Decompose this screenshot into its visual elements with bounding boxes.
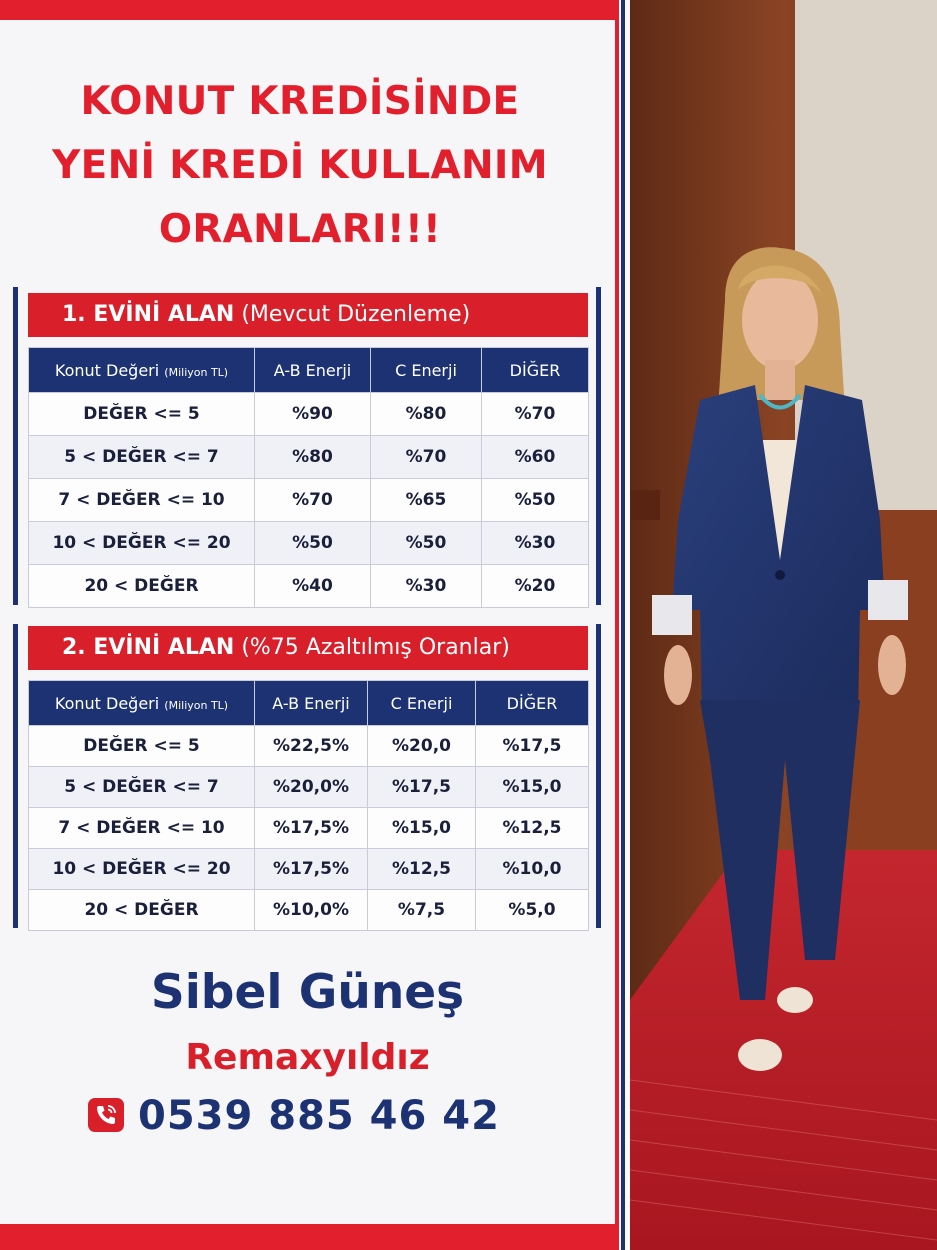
headline bbox=[0, 70, 600, 262]
agency-name: Remaxyıldız bbox=[185, 1037, 430, 1078]
header-c-enerji: C Enerji bbox=[371, 348, 482, 393]
header-diger: DİĞER bbox=[476, 681, 589, 726]
header-unit: (Miliyon TL) bbox=[164, 698, 229, 712]
cell-ab-enerji: %17,5% bbox=[255, 849, 368, 890]
left-accent-line-1 bbox=[13, 287, 18, 605]
header-konut-degeri bbox=[29, 681, 255, 726]
cell-c-enerji: %20,0 bbox=[368, 726, 476, 767]
right-accent-line-2 bbox=[596, 624, 601, 928]
cell-ab-enerji: %20,0% bbox=[255, 767, 368, 808]
header-konut-label: Konut Değeri bbox=[54, 693, 160, 713]
header-konut-degeri bbox=[29, 348, 255, 393]
section-2-title-bold: 2. EVİNİ ALAN bbox=[62, 635, 235, 660]
header-konut-label: Konut Değeri bbox=[54, 360, 160, 380]
cell-konut-degeri: DEĞER <= 5 bbox=[29, 726, 255, 767]
cell-diger: %30 bbox=[482, 522, 589, 565]
vertical-divider bbox=[615, 0, 630, 1250]
cell-ab-enerji: %10,0% bbox=[255, 890, 368, 931]
cell-ab-enerji: %80 bbox=[255, 436, 371, 479]
cell-c-enerji: %30 bbox=[371, 565, 482, 608]
header-ab-enerji: A-B Enerji bbox=[255, 681, 368, 726]
agent-photo bbox=[630, 0, 937, 1250]
table-row bbox=[29, 436, 589, 479]
cell-c-enerji: %70 bbox=[371, 436, 482, 479]
cell-konut-degeri: 7 < DEĞER <= 10 bbox=[29, 479, 255, 522]
right-accent-line-1 bbox=[596, 287, 601, 605]
table-header-row bbox=[29, 348, 589, 393]
cell-diger: %17,5 bbox=[476, 726, 589, 767]
cell-ab-enerji: %50 bbox=[255, 522, 371, 565]
rates-table-2 bbox=[28, 680, 589, 931]
cell-ab-enerji: %90 bbox=[255, 393, 371, 436]
section-1-title bbox=[28, 293, 588, 337]
header-c-enerji: C Enerji bbox=[368, 681, 476, 726]
table-row bbox=[29, 849, 589, 890]
cell-c-enerji: %7,5 bbox=[368, 890, 476, 931]
divider-red-stripe bbox=[615, 0, 619, 1250]
section-1-title-sub: (Mevcut Düzenleme) bbox=[241, 302, 471, 327]
section-2-title-sub: (%75 Azaltılmış Oranlar) bbox=[241, 635, 510, 660]
cell-c-enerji: %80 bbox=[371, 393, 482, 436]
cell-diger: %60 bbox=[482, 436, 589, 479]
cell-konut-degeri: 20 < DEĞER bbox=[29, 890, 255, 931]
table-row bbox=[29, 393, 589, 436]
cell-diger: %50 bbox=[482, 479, 589, 522]
cell-ab-enerji: %17,5% bbox=[255, 808, 368, 849]
cell-diger: %12,5 bbox=[476, 808, 589, 849]
section-2-title bbox=[28, 626, 588, 670]
cell-diger: %70 bbox=[482, 393, 589, 436]
cell-ab-enerji: %40 bbox=[255, 565, 371, 608]
table-row bbox=[29, 479, 589, 522]
divider-blue-stripe bbox=[621, 0, 625, 1250]
table-row bbox=[29, 808, 589, 849]
bottom-red-bar bbox=[0, 1224, 615, 1250]
cell-c-enerji: %15,0 bbox=[368, 808, 476, 849]
cell-c-enerji: %17,5 bbox=[368, 767, 476, 808]
table-row bbox=[29, 890, 589, 931]
cell-konut-degeri: 10 < DEĞER <= 20 bbox=[29, 522, 255, 565]
cell-konut-degeri: 7 < DEĞER <= 10 bbox=[29, 808, 255, 849]
phone-icon bbox=[88, 1098, 124, 1132]
table-row bbox=[29, 767, 589, 808]
cell-diger: %5,0 bbox=[476, 890, 589, 931]
agent-name: Sibel Güneş bbox=[150, 965, 465, 1020]
cell-ab-enerji: %22,5% bbox=[255, 726, 368, 767]
phone-number[interactable]: 0539 885 46 42 bbox=[138, 1093, 500, 1139]
cell-konut-degeri: 5 < DEĞER <= 7 bbox=[29, 436, 255, 479]
table-row bbox=[29, 522, 589, 565]
cell-konut-degeri: 5 < DEĞER <= 7 bbox=[29, 767, 255, 808]
headline-line-3: ORANLARI!!! bbox=[158, 207, 442, 252]
header-ab-enerji: A-B Enerji bbox=[255, 348, 371, 393]
agent-photo-illustration bbox=[630, 0, 937, 1250]
headline-line-2: YENİ KREDİ KULLANIM bbox=[52, 143, 548, 188]
headline-line-1: KONUT KREDİSİNDE bbox=[80, 79, 520, 124]
cell-konut-degeri: DEĞER <= 5 bbox=[29, 393, 255, 436]
header-unit: (Miliyon TL) bbox=[164, 365, 229, 379]
header-diger: DİĞER bbox=[482, 348, 589, 393]
cell-c-enerji: %12,5 bbox=[368, 849, 476, 890]
cell-konut-degeri: 10 < DEĞER <= 20 bbox=[29, 849, 255, 890]
cell-diger: %10,0 bbox=[476, 849, 589, 890]
top-red-bar bbox=[0, 0, 615, 20]
cell-konut-degeri: 20 < DEĞER bbox=[29, 565, 255, 608]
rates-table-1 bbox=[28, 347, 589, 608]
cell-c-enerji: %65 bbox=[371, 479, 482, 522]
cell-ab-enerji: %70 bbox=[255, 479, 371, 522]
table-header-row bbox=[29, 681, 589, 726]
cell-diger: %20 bbox=[482, 565, 589, 608]
left-accent-line-2 bbox=[13, 624, 18, 928]
section-1-title-bold: 1. EVİNİ ALAN bbox=[62, 302, 235, 327]
cell-c-enerji: %50 bbox=[371, 522, 482, 565]
phone-block[interactable] bbox=[88, 1088, 528, 1144]
cell-diger: %15,0 bbox=[476, 767, 589, 808]
table-row bbox=[29, 726, 589, 767]
table-row bbox=[29, 565, 589, 608]
